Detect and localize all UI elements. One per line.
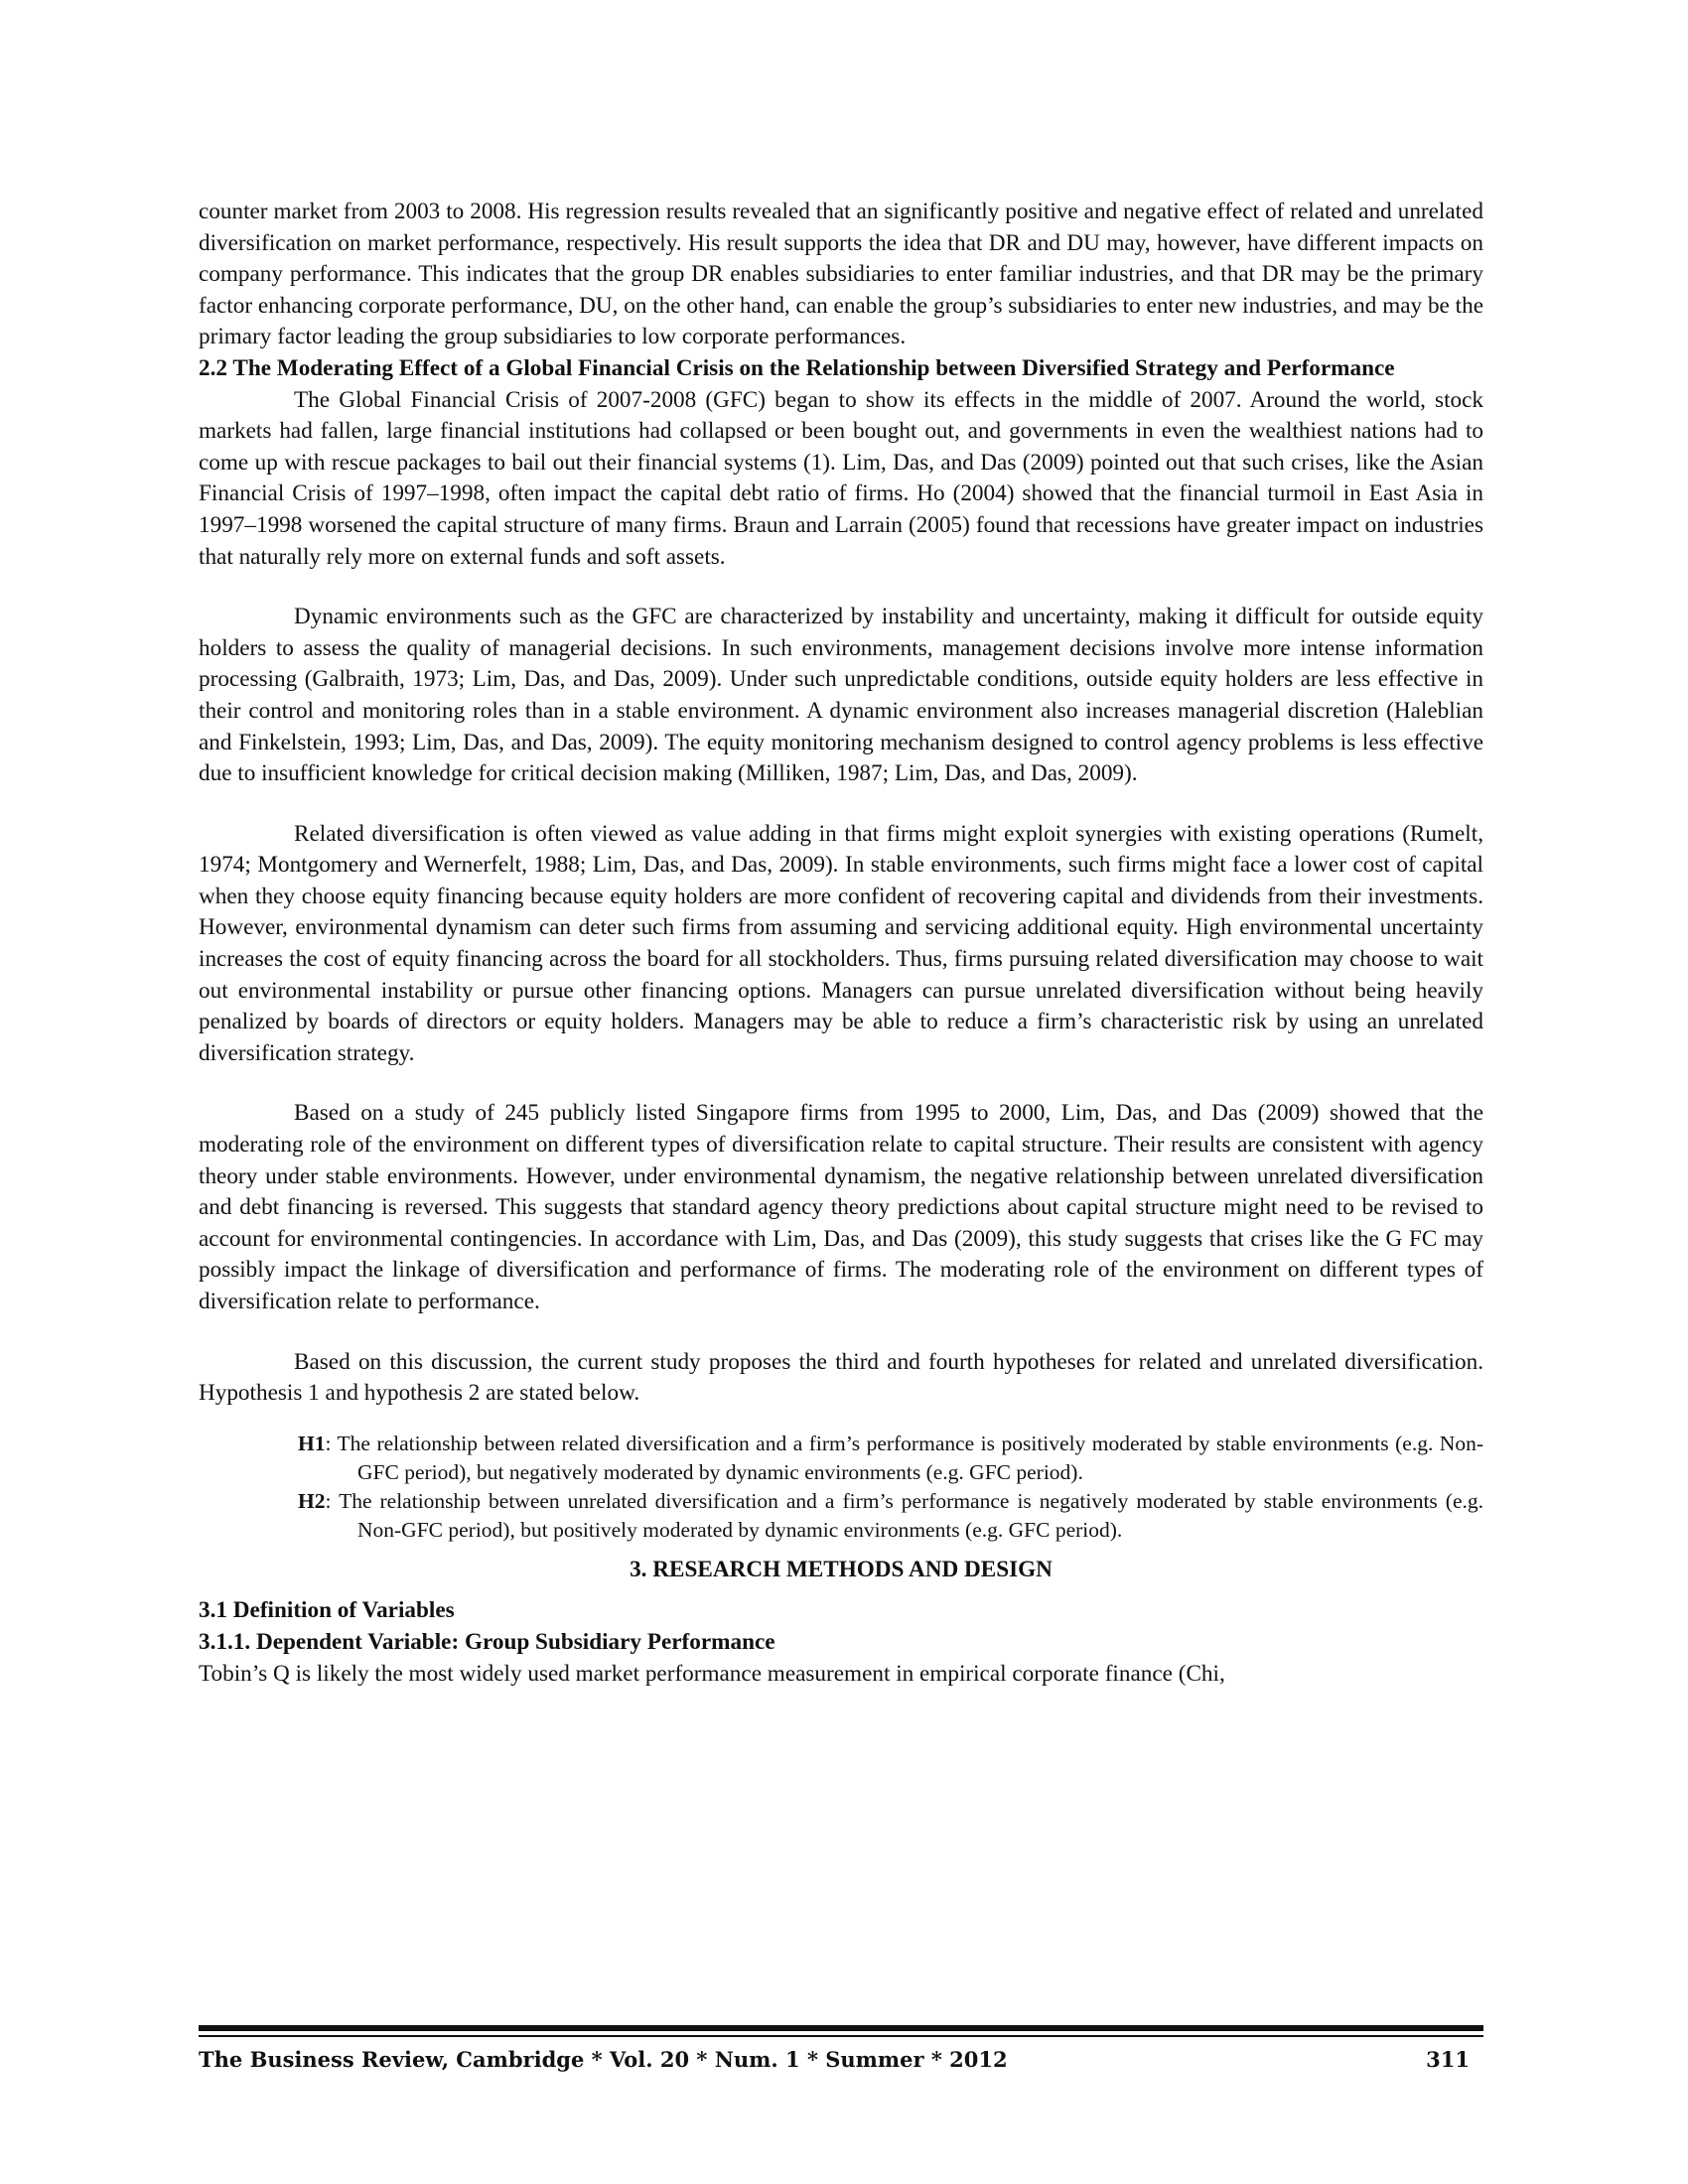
section-heading-2-2: 2.2 The Moderating Effect of a Global Financial Crisis on the Relationship between Diversified Strategy and Performance <box>199 354 1395 381</box>
subsection-heading-3-1: 3.1 Definition of Variables <box>199 1597 455 1624</box>
hypothesis-1-label: H1 <box>298 1431 326 1455</box>
hypothesis-2-label: H2 <box>298 1488 326 1513</box>
paragraph-related-diversification: Related diversification is often viewed as value adding in that firms might exploit synergies with existing operations (Rumelt, 1974; Montgomery and Wernerfelt, 1988; Lim, Das, and Das, 2009). In stable environments, such firms might face a lower cost of capital when they choose equity financing because equity holders are more confident of recovering capital and dividends from their investments. However, environmental dynamism can deter such firms from assuming and servicing additional equity. High environmental uncertainty increases the cost of equity financing across the board for all stockholders. Thus, firms pursuing related diversification may choose to wait out environmental instability or pursue other financing options. Managers can pursue unrelated diversification without being heavily penalized by boards of directors or equity holders. Managers may be able to reduce a firm’s characteristic risk by using an unrelated diversification strategy. <box>199 820 1483 1066</box>
hypothesis-2 <box>199 1487 1483 1545</box>
hypothesis-1 <box>199 1430 1483 1487</box>
paragraph-hypotheses-intro: Based on this discussion, the current study proposes the third and fourth hypotheses for related and unrelated diversification. Hypothesis 1 and hypothesis 2 are stated below. <box>199 1348 1483 1407</box>
paragraph-continuation: counter market from 2003 to 2008. His regression results revealed that an significantly positive and negative effect of related and unrelated diversification on market performance, respectively. His result supports the idea that DR and DU may, however, have different impacts on company performance. This indicates that the group DR enables subsidiaries to enter familiar industries, and that DR may be the primary factor enhancing corporate performance, DU, on the other hand, can enable the group’s subsidiaries to enter new industries, and may be the primary factor leading the group subsidiaries to low corporate performances. <box>199 199 1483 350</box>
paragraph-tobins-q: Tobin’s Q is likely the most widely used market performance measurement in empirical corporate finance (Chi, <box>199 1660 1225 1687</box>
hypothesis-1-text: : The relationship between related diversification and a firm’s performance is positively moderated by stable environments (e.g. Non-GFC period), but negatively moderated by dynamic environments (e.g. GFC period). <box>325 1431 1483 1484</box>
journal-citation: The Business Review, Cambridge * Vol. 20 * Num. 1 * Summer * 2012 <box>199 2047 1008 2072</box>
page-footer <box>199 2047 1483 2072</box>
footer-rule-thin <box>199 2035 1483 2037</box>
page-number: 311 <box>1426 2047 1470 2072</box>
hypotheses-list <box>199 1430 1483 1545</box>
subsection-heading-3-1-1: 3.1.1. Dependent Variable: Group Subsidiary Performance <box>199 1628 775 1655</box>
paragraph-gfc-intro: The Global Financial Crisis of 2007-2008 (GFC) began to show its effects in the middle of 2007. Around the world, stock markets had fallen, large financial institutions had collapsed or been bought out, and governments in even the wealthiest nations had to come up with rescue packages to bail out their financial systems (1). Lim, Das, and Das (2009) pointed out that such crises, like the Asian Financial Crisis of 1997–1998, often impact the capital debt ratio of firms. Ho (2004) showed that the financial turmoil in East Asia in 1997–1998 worsened the capital structure of many firms. Braun and Larrain (2005) found that recessions have greater impact on industries that naturally rely more on external funds and soft assets. <box>199 386 1483 570</box>
page-body <box>199 197 1483 1690</box>
footer-rule-thick <box>199 2025 1483 2031</box>
section-heading-3: 3. RESEARCH METHODS AND DESIGN <box>630 1556 1053 1582</box>
hypothesis-2-text: : The relationship between unrelated diversification and a firm’s performance is negatively moderated by stable environments (e.g. Non-GFC period), but positively moderated by dynamic environments (e.g. GFC period). <box>325 1488 1483 1542</box>
paragraph-singapore-study: Based on a study of 245 publicly listed Singapore firms from 1995 to 2000, Lim, Das, and Das (2009) showed that the moderating role of the environment on different types of diversification relate to capital structure. Their results are consistent with agency theory under stable environments. However, under environmental dynamism, the negative relationship between unrelated diversification and debt financing is reversed. This suggests that standard agency theory predictions about capital structure might need to be revised to account for environmental contingencies. In accordance with Lim, Das, and Das (2009), this study suggests that crises like the G FC may possibly impact the linkage of diversification and performance of firms. The moderating role of the environment on different types of diversification relate to performance. <box>199 1100 1483 1314</box>
paragraph-dynamic-environments: Dynamic environments such as the GFC are characterized by instability and uncertainty, making it difficult for outside equity holders to assess the quality of managerial decisions. In such environments, management decisions involve more intense information processing (Galbraith, 1973; Lim, Das, and Das, 2009). Under such unpredictable conditions, outside equity holders are less effective in their control and monitoring roles than in a stable environment. A dynamic environment also increases managerial discretion (Haleblian and Finkelstein, 1993; Lim, Das, and Das, 2009). The equity monitoring mechanism designed to control agency problems is less effective due to insufficient knowledge for critical decision making (Milliken, 1987; Lim, Das, and Das, 2009). <box>199 604 1483 787</box>
